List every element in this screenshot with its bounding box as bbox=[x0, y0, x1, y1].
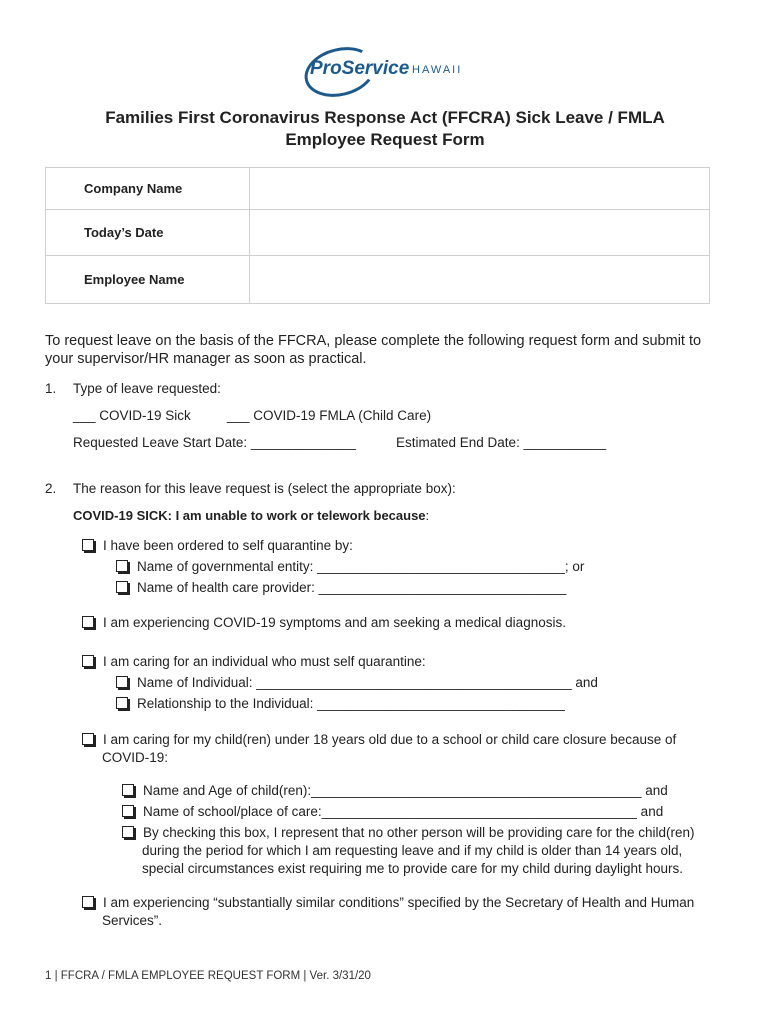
symptoms-label: I am experiencing COVID-19 symptoms and am seeking a medical diagnosis. bbox=[103, 615, 566, 630]
relationship-label: Relationship to the Individual: _________________________________ bbox=[137, 696, 565, 711]
intro-line2: your supervisor/HR manager as soon as practical. bbox=[45, 351, 367, 367]
covid-sick-subheading-text: COVID-19 SICK: I am unable to work or telework because bbox=[73, 508, 426, 523]
checkbox-icon[interactable] bbox=[122, 805, 134, 817]
option-covid-fmla[interactable]: ___ COVID-19 FMLA (Child Care) bbox=[227, 408, 432, 423]
checkbox-row-gov-entity[interactable] bbox=[116, 559, 584, 574]
logo-brand: ProService bbox=[310, 58, 410, 79]
intro-line1: To request leave on the basis of the FFCRA, please complete the following request form and submit to bbox=[45, 333, 702, 349]
section2-heading: The reason for this leave request is (select the appropriate box): bbox=[73, 481, 456, 496]
school-name-label: Name of school/place of care:__________________________________________ and bbox=[143, 804, 664, 819]
checkbox-row-similar-conditions[interactable] bbox=[82, 895, 694, 910]
checkbox-row-symptoms[interactable] bbox=[82, 615, 566, 630]
covid-sick-subheading bbox=[73, 508, 429, 523]
checkbox-row-individual-name[interactable] bbox=[116, 675, 598, 690]
caring-individual-label: I am caring for an individual who must self quarantine: bbox=[103, 654, 426, 669]
employee-name-field[interactable] bbox=[250, 256, 710, 304]
todays-date-field[interactable] bbox=[250, 210, 710, 256]
estimated-end-date-field[interactable]: Estimated End Date: ___________ bbox=[396, 435, 607, 450]
checkbox-icon[interactable] bbox=[82, 539, 94, 551]
checkbox-icon[interactable] bbox=[116, 560, 128, 572]
checkbox-icon[interactable] bbox=[116, 697, 128, 709]
checkbox-icon[interactable] bbox=[82, 896, 94, 908]
checkbox-row-certify[interactable] bbox=[122, 825, 695, 840]
todays-date-label: Today’s Date bbox=[46, 210, 250, 256]
leave-start-date-field[interactable]: Requested Leave Start Date: ______________ bbox=[73, 435, 356, 450]
employee-info-table bbox=[45, 167, 710, 304]
checkbox-row-child-care[interactable] bbox=[82, 732, 676, 747]
child-name-age-label: Name and Age of child(ren):____________________________________________ and bbox=[143, 783, 668, 798]
checkbox-row-caring-individual[interactable] bbox=[82, 654, 426, 669]
form-title-line2: Employee Request Form bbox=[285, 130, 485, 149]
company-name-field[interactable] bbox=[250, 168, 710, 210]
checkbox-icon[interactable] bbox=[82, 733, 94, 745]
logo-region: HAWAII bbox=[412, 64, 463, 76]
similar-conditions-label: I am experiencing “substantially similar conditions” specified by the Secretary of Health and Human bbox=[103, 895, 695, 910]
proservice-logo bbox=[300, 48, 475, 94]
checkbox-row-school[interactable] bbox=[122, 804, 663, 819]
checkbox-row-provider[interactable] bbox=[116, 580, 566, 595]
section1-heading: Type of leave requested: bbox=[73, 381, 221, 396]
checkbox-icon[interactable] bbox=[82, 616, 94, 628]
option-covid-sick[interactable]: ___ COVID-19 Sick bbox=[73, 408, 191, 423]
employee-name-label: Employee Name bbox=[46, 256, 250, 304]
checkbox-row-relationship[interactable] bbox=[116, 696, 565, 711]
gov-entity-label: Name of governmental entity: _________________________________; or bbox=[137, 559, 585, 574]
certify-label-cont1: during the period for which I am requesting leave and if my child is older than 14 years old, bbox=[142, 843, 683, 858]
section2-number: 2. bbox=[45, 481, 57, 496]
page-footer: 1 | FFCRA / FMLA EMPLOYEE REQUEST FORM | Ver. 3/31/20 bbox=[45, 970, 371, 982]
checkbox-icon[interactable] bbox=[116, 676, 128, 688]
checkbox-icon[interactable] bbox=[122, 826, 134, 838]
table-row bbox=[46, 168, 710, 210]
certify-label: By checking this box, I represent that no other person will be providing care for the child(ren) bbox=[143, 825, 695, 840]
individual-name-label: Name of Individual: __________________________________________ and bbox=[137, 675, 598, 690]
section1-number: 1. bbox=[45, 381, 57, 396]
checkbox-row-child-name-age[interactable] bbox=[122, 783, 668, 798]
certify-label-cont2: special circumstances exist requiring me to provide care for my child during daylight hours. bbox=[142, 861, 683, 876]
checkbox-icon[interactable] bbox=[122, 784, 134, 796]
checkbox-icon[interactable] bbox=[82, 655, 94, 667]
company-name-label: Company Name bbox=[46, 168, 250, 210]
table-row bbox=[46, 256, 710, 304]
subheading-colon: : bbox=[425, 508, 430, 523]
similar-conditions-label-cont: Services”. bbox=[102, 913, 163, 928]
child-care-label: I am caring for my child(ren) under 18 years old due to a school or child care closure because of bbox=[103, 732, 677, 747]
quarantine-label: I have been ordered to self quarantine by: bbox=[103, 538, 353, 553]
checkbox-icon[interactable] bbox=[116, 581, 128, 593]
provider-label: Name of health care provider: _________________________________ bbox=[137, 580, 567, 595]
table-row bbox=[46, 210, 710, 256]
child-care-label-cont: COVID-19: bbox=[102, 750, 169, 765]
form-title-line1: Families First Coronavirus Response Act (FFCRA) Sick Leave / FMLA bbox=[105, 108, 665, 127]
checkbox-row-quarantine[interactable] bbox=[82, 538, 353, 553]
